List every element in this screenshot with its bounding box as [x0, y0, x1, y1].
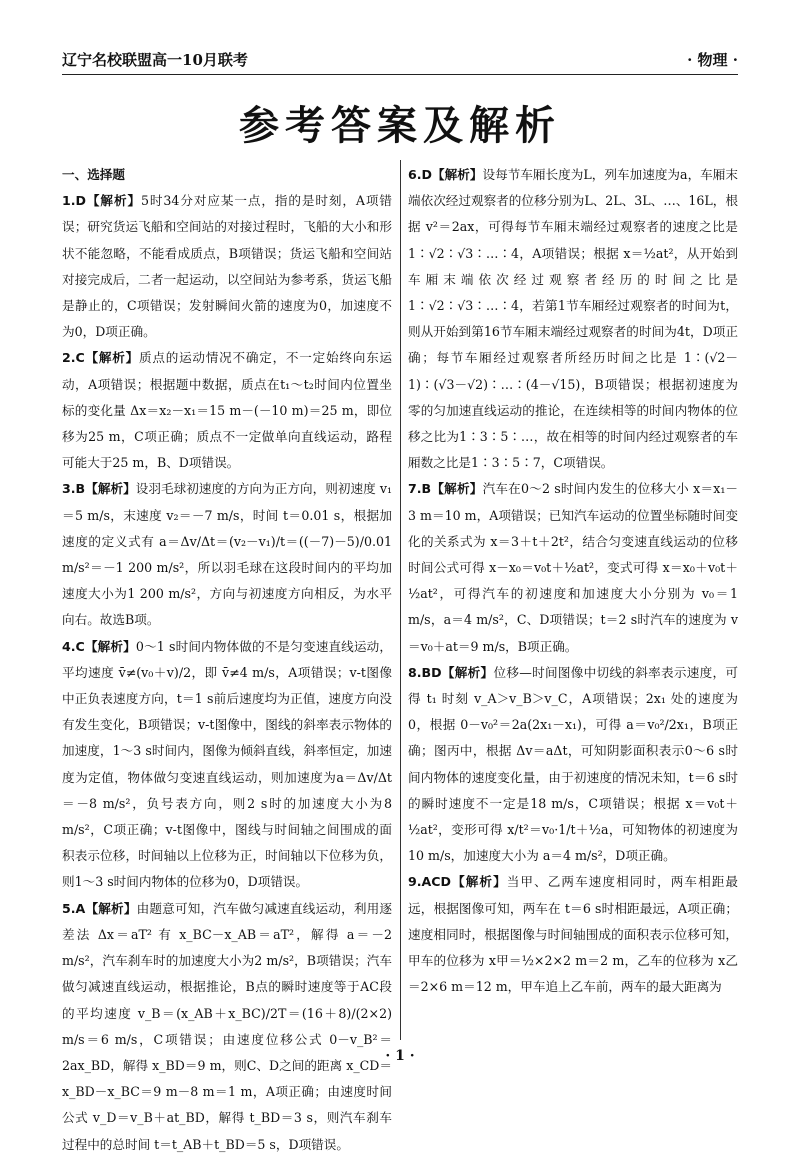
question-number: 5.A [62, 900, 86, 916]
page-title: 参考答案及解析 [239, 103, 561, 149]
column-divider [400, 160, 401, 1040]
question-number: 4.C [62, 638, 85, 654]
section-title: 一、选择题 [62, 167, 125, 182]
answer-text: 设每节车厢长度为L，列车加速度为a，车厢末端依次经过观察者的位移分别为L、2L、3L、…、16L，根据 v²＝2ax，可得每节车厢末端经过观察者的速度之比是 1∶√2∶√3∶…∶4，A项错误；根据 x＝½at²，从开始到车厢末端依次经过观察者经历的时间之比是 1∶√2∶√3∶…∶4，若第1节车厢经过观察者的时间为t，则从开始到第16节车厢末端经过观察者的时间为4t，D项正确；每节车厢经过观察者所经历时间之比是 1∶(√2－1)∶(√3－√2)∶…∶(4－√15)，B项错误；根据初速度为零的匀加速直线运动的推论，在连续相等的时间内物体的位移之比为1∶3∶5∶…，故在相等的时间内经过观察者的车厢数之比是1∶3∶5∶7，C项错误。 [408, 167, 738, 471]
subject-label: · 物理 · [687, 51, 738, 69]
answer-item [408, 162, 738, 476]
answer-text: 0～1 s时间内物体做的不是匀变速直线运动，平均速度 v̄≠(v₀＋v)/2，即 v̄≠4 m/s，A项错误；v-t图像中正负表速度方向，t＝1 s前后速度均为正值，速度方向没有发生变化，B项错误；v-t图像中，图线的斜率表示物体的加速度，1～3 s时间内，图像为倾斜直线，斜率恒定，加速度为定值，物体做匀变速直线运动，则加速度为a＝Δv/Δt＝－8 m/s²，负号表方向，则2 s时的加速度大小为8 m/s²，C项正确；v-t图像中，图线与时间轴之间围成的面积表示位移，时间轴以上位移为正，时间轴以下位移为负，则1～3 s时间内物体的位移为0，D项错误。 [62, 638, 392, 890]
answer-item [408, 869, 738, 1000]
question-number: 7.B [408, 481, 432, 497]
analysis-tag: 【解析】 [86, 193, 141, 209]
page-header [62, 42, 738, 75]
answer-item [62, 188, 392, 345]
question-number: 8.BD [408, 664, 442, 680]
answer-text: 设羽毛球初速度的方向为正方向，则初速度 v₁＝5 m/s，末速度 v₂＝－7 m/s，时间 t＝0.01 s，根据加速度的定义式有 a＝Δv/Δt＝(v₂－v₁)/t＝((－7)－5)/0.01 m/s²＝－1 200 m/s²，所以羽毛球在这段时间内的平均加速度大小为1 200 m/s²，方向与初速度方向相反，为水平向右。故选B项。 [62, 481, 392, 628]
question-number: 9.ACD [408, 874, 451, 890]
question-number: 2.C [62, 350, 85, 366]
answer-text: 由题意可知，汽车做匀减速直线运动，利用逐差法 Δx＝aT² 有 x_BC－x_AB＝aT²，解得 a＝－2 m/s²，汽车刹车时的加速度大小为2 m/s²，B项错误；汽车做匀减速直线运动，根据推论，B点的瞬时速度等于AC段的平均速度 v_B＝(x_AB＋x_BC)/2T＝(16＋8)/(2×2) m/s＝6 m/s，C项错误；由速度位移公式 0－v_B²＝2ax_BD，解得 x_BD＝9 m，则C、D之间的距离 x_CD＝x_BD－x_BC＝9 m－8 m＝1 m，A项正确；由速度时间公式 v_D＝v_B＋at_BD，解得 t_BD＝3 s，则汽车刹车过程中的总时间 t＝t_AB＋t_BD＝5 s，D项错误。 [62, 900, 393, 1152]
answer-item [408, 660, 738, 870]
exam-name: 辽宁名校联盟高一10月联考 [62, 51, 248, 69]
answer-text: 质点的运动情况不确定，不一定始终向东运动，A项错误；根据题中数据，质点在t₁～t₂时间内位置坐标的变化量 Δx＝x₂－x₁＝15 m－(－10 m)＝25 m，即位移为25 m，C项正确；质点不一定做单向直线运动，路程可能大于25 m，B、D项错误。 [62, 350, 393, 471]
answer-item [408, 476, 738, 659]
right-column [408, 162, 738, 1042]
analysis-tag: 【解析】 [432, 167, 483, 182]
analysis-tag: 【解析】 [85, 481, 136, 497]
answer-item [62, 345, 392, 476]
page-number: · 1 · [385, 1048, 415, 1064]
analysis-tag: 【解析】 [84, 638, 136, 654]
analysis-tag: 【解析】 [85, 900, 137, 916]
analysis-tag: 【解析】 [431, 481, 483, 497]
answer-item [62, 896, 392, 1158]
analysis-tag: 【解析】 [84, 350, 139, 366]
answer-text: 当甲、乙两车速度相同时，两车相距最远，根据图像可知，两车在 t＝6 s时相距最远，A项正确；速度相同时，根据图像与时间轴围成的面积表示位移可知，甲车的位移为 x甲＝½×2×2 m＝2 m，乙车的位移为 x乙＝2×6 m＝12 m，甲车追上乙车前，两车的最大距离为 [408, 874, 739, 995]
answer-text: 汽车在0～2 s时间内发生的位移大小 x＝x₁－3 m＝10 m，A项错误；已知汽车运动的位置坐标随时间变化的关系式为 x＝3＋t＋2t²，结合匀变速直线运动的位移时间公式可得 x－x₀＝v₀t＋½at²，变式可得 x＝x₀＋v₀t＋½at²，可得汽车的初速度和加速度大小分别为 v₀＝1 m/s，a＝4 m/s²，C、D项错误；t＝2 s时汽车的速度为 v＝v₀＋at＝9 m/s，B项正确。 [408, 481, 739, 654]
answer-text: 位移—时间图像中切线的斜率表示速度，可得 t₁ 时刻 v_A＞v_B＞v_C，A项错误；2x₁ 处的速度为0，根据 0－v₀²＝2a(2x₁－x₁)，可得 a＝v₀²/2x₁，B项正确；图丙中，根据 Δv＝aΔt，可知阴影面积表示0～6 s时间内物体的速度变化量，由于初速度的情况未知，t＝6 s时的瞬时速度不一定是18 m/s，C项错误；根据 x＝v₀t＋½at²，变形可得 x/t²＝v₀·1/t＋½a，可知物体的初速度为10 m/s，加速度大小为 a＝4 m/s²，D项正确。 [408, 664, 739, 864]
left-column [62, 162, 393, 1152]
answer-item [62, 634, 392, 896]
answer-text: 5时34分对应某一点，指的是时刻，A项错误；研究货运飞船和空间站的对接过程时，飞船的大小和形状不能忽略，不能看成质点，B项错误；货运飞船和空间站对接完成后，二者一起运动，以空间站为参考系，货运飞船是静止的，C项错误；发射瞬间火箭的速度为0，加速度不为0，D项正确。 [62, 193, 392, 340]
question-number: 3.B [62, 481, 86, 497]
question-number: 6.D [408, 167, 433, 182]
analysis-tag: 【解析】 [451, 874, 507, 890]
analysis-tag: 【解析】 [441, 664, 494, 680]
question-number: 1.D [62, 193, 87, 209]
answer-item [62, 476, 392, 633]
